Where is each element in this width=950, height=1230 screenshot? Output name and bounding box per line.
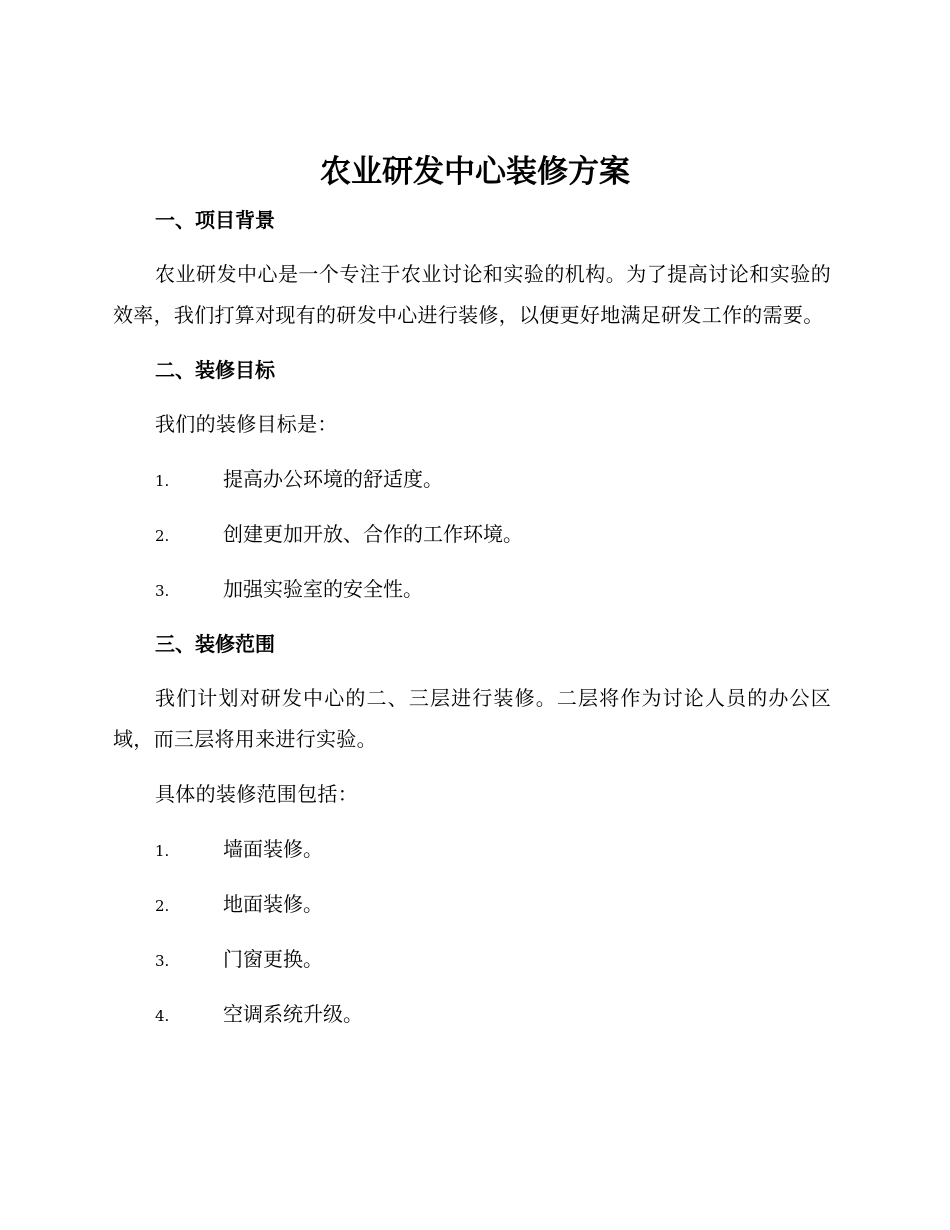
list-number: 3. <box>155 582 170 600</box>
list-text: 地面装修。 <box>223 892 323 916</box>
section-renovation-scope <box>113 624 831 1035</box>
list-number: 1. <box>155 842 170 860</box>
list-text: 创建更加开放、合作的工作环境。 <box>223 522 523 546</box>
list-text: 门窗更换。 <box>223 947 323 971</box>
list-number: 4. <box>155 1007 170 1025</box>
paragraph-intro: 我们的装修目标是： <box>155 412 338 436</box>
section-heading: 三、装修范围 <box>155 632 275 656</box>
list-text: 空调系统升级。 <box>223 1002 363 1026</box>
list-number: 3. <box>155 952 170 970</box>
list-item <box>155 829 831 870</box>
list-item <box>155 884 831 925</box>
list-text: 提高办公环境的舒适度。 <box>223 467 443 491</box>
paragraph: 我们计划对研发中心的二、三层进行装修。二层将作为讨论人员的办公区域，而三层将用来进行实验。 <box>113 686 831 751</box>
list-number: 2. <box>155 897 170 915</box>
list-item <box>155 939 831 980</box>
section-project-background <box>113 200 831 336</box>
document-title: 农业研发中心装修方案 <box>320 154 630 190</box>
list-number: 1. <box>155 472 170 490</box>
list-item <box>155 514 831 555</box>
list-item <box>155 994 831 1035</box>
paragraph: 农业研发中心是一个专注于农业讨论和实验的机构。为了提高讨论和实验的效率，我们打算对现有的研发中心进行装修，以便更好地满足研发工作的需要。 <box>113 262 831 327</box>
list-text: 加强实验室的安全性。 <box>223 577 423 601</box>
section-renovation-goals <box>113 350 831 610</box>
list-item <box>155 569 831 610</box>
goals-list <box>113 459 831 610</box>
list-text: 墙面装修。 <box>223 837 323 861</box>
list-number: 2. <box>155 527 170 545</box>
list-item <box>155 459 831 500</box>
paragraph-intro: 具体的装修范围包括： <box>155 782 358 806</box>
section-heading: 一、项目背景 <box>155 208 275 232</box>
scope-list <box>113 829 831 1035</box>
document-body <box>113 200 831 1049</box>
section-heading: 二、装修目标 <box>155 358 275 382</box>
